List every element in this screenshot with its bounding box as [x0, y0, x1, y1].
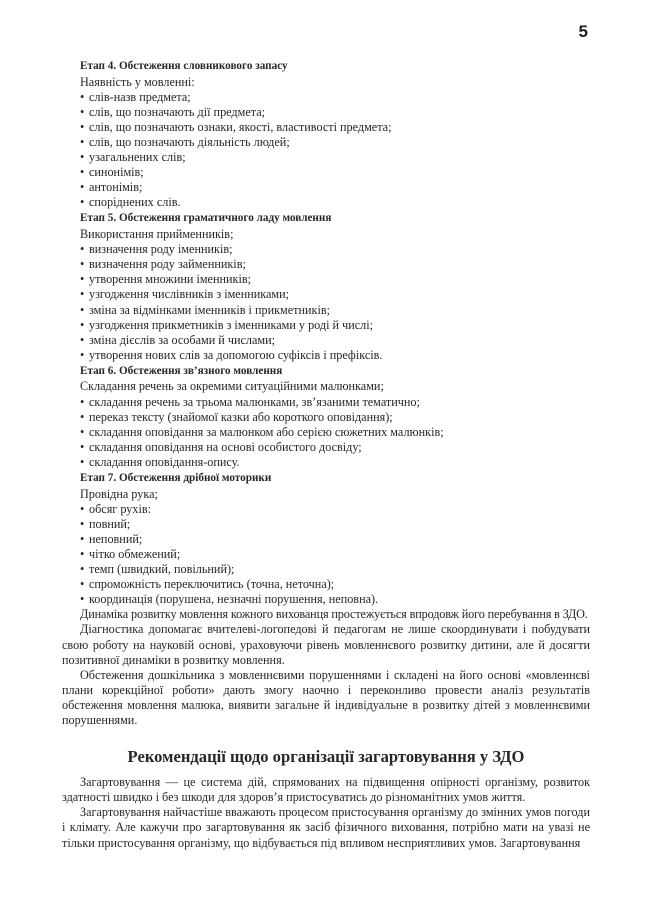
list-item: • слів, що позначають дії предмета;: [80, 105, 590, 120]
list-item: • антонімів;: [80, 180, 590, 195]
list-item: • складання оповідання за малюнком або серією сюжетних малюнків;: [80, 425, 590, 440]
stage-5-title: Етап 5. Обстеження граматичного ладу мовлення: [80, 212, 332, 225]
list-item: • узагальнених слів;: [80, 150, 590, 165]
stage-5-intro: Використання прийменників;: [80, 227, 234, 242]
list-item: • слів, що позначають діяльність людей;: [80, 135, 590, 150]
stage-7-title: Етап 7. Обстеження дрібної моторики: [80, 472, 272, 485]
paragraph: Загартовування — це система дій, спрямованих на підвищення опірності організму, розвиток здатності швидко і без шкоди для здоров’я пристосуватись до різноманітних умов життя.: [62, 775, 590, 805]
paragraph: Діагностика допомагає вчителеві-логопедові й педагогам не лише скоординувати і побудувати свою роботу на науковій основі, ураховуючи рівень мовленнєвого розвитку дитини, але й досягти позитивної динаміки в розвитку мовлення.: [62, 622, 590, 667]
stage-6-list: [62, 395, 590, 470]
list-item: • переказ тексту (знайомої казки або короткого оповідання);: [80, 410, 590, 425]
list-item: • складання оповідання на основі особистого досвіду;: [80, 440, 590, 455]
stage-4-intro: Наявність у мовленні:: [80, 74, 195, 89]
list-item: • визначення роду займенників;: [80, 257, 590, 272]
list-item: • складання оповідання-опису.: [80, 455, 590, 470]
list-item: • узгодження прикметників з іменниками у роді й числі;: [80, 318, 590, 333]
stage-6-title: Етап 6. Обстеження зв’язного мовлення: [80, 364, 283, 377]
list-item: • спроможність переключитись (точна, неточна);: [80, 577, 590, 592]
list-item: • чітко обмежений;: [80, 547, 590, 562]
section-heading: Рекомендації щодо організації загартовування у ЗДО: [127, 747, 525, 767]
paragraph: Обстеження дошкільника з мовленнєвими порушеннями і складені на його основі «мовленнєві плани корекційної роботи» дають змогу наочно і переконливо провести аналіз результатів обстеження мовлення малюка, виявити загальне й індивідуальне в розвитку дітей з мовленнєвими порушеннями.: [62, 667, 590, 728]
paragraph: Динаміка розвитку мовлення кожного вихованця простежується впродовж його перебування в ЗДО.: [80, 607, 588, 622]
list-item: • обсяг рухів:: [80, 502, 590, 517]
page-number: 5: [578, 22, 588, 41]
list-item: • слів, що позначають ознаки, якості, властивості предмета;: [80, 120, 590, 135]
list-item: • визначення роду іменників;: [80, 242, 590, 257]
list-item: • зміна за відмінками іменників і прикметників;: [80, 303, 590, 318]
page-content: [62, 58, 590, 851]
list-item: • утворення нових слів за допомогою суфіксів і префіксів.: [80, 348, 590, 363]
list-item: • координація (порушена, незначні порушення, неповна).: [80, 592, 590, 607]
stage-6-intro: Складання речень за окремими ситуаційними малюнками;: [80, 379, 384, 394]
list-item: • темп (швидкий, повільний);: [80, 562, 590, 577]
list-item: • складання речень за трьома малюнками, зв’язаними тематично;: [80, 395, 590, 410]
stage-4-title: Етап 4. Обстеження словникового запасу: [80, 60, 288, 72]
list-item: • зміна дієслів за особами й числами;: [80, 333, 590, 348]
stage-7-intro: Провідна рука;: [80, 486, 158, 501]
list-item: • узгодження числівників з іменниками;: [80, 287, 590, 302]
paragraph: Загартовування найчастіше вважають процесом пристосування організму до змінних умов погоди і клімату. Але кажучи про загартовування як засіб фізичного виховання, потрібно мати на увазі не тільки пристосування організму, що відбувається під впливом несприятливих умов. Загартовування: [62, 805, 590, 850]
list-item: • неповний;: [80, 532, 590, 547]
stage-7-list: [62, 502, 590, 608]
list-item: • повний;: [80, 517, 590, 532]
list-item: • синонімів;: [80, 165, 590, 180]
list-item: • утворення множини іменників;: [80, 272, 590, 287]
stage-4-list: [62, 90, 590, 211]
list-item: • слів-назв предмета;: [80, 90, 590, 105]
stage-5-list: [62, 242, 590, 363]
list-item: • споріднених слів.: [80, 195, 590, 210]
